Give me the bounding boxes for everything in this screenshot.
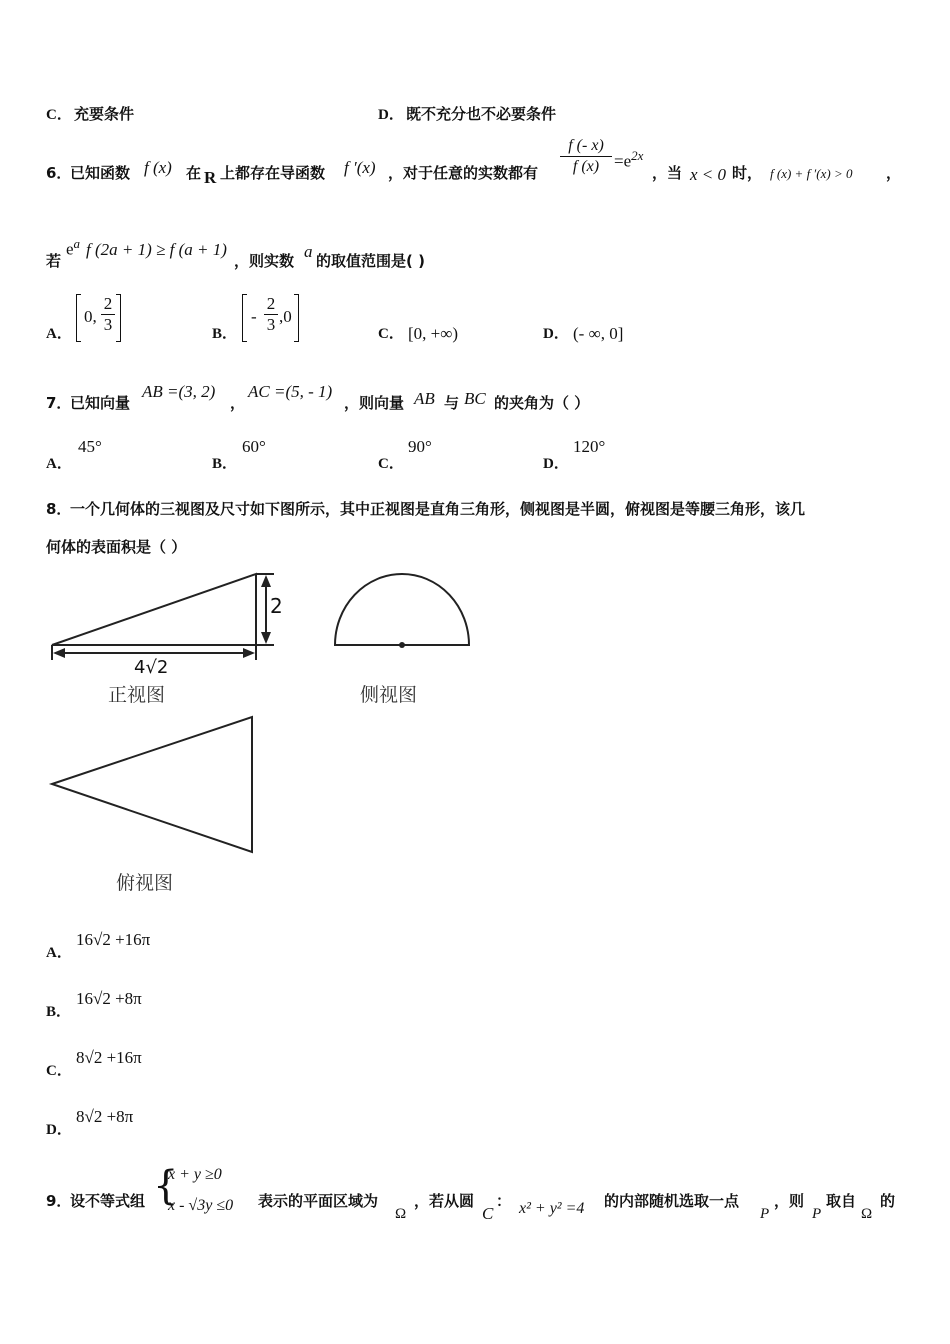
height-arrow-top [261,575,271,587]
q7-text-3: 与 [444,394,460,412]
q8-option-d-value: 8√2 +8π [76,1107,134,1126]
q6-option-b-num: 2 [266,294,276,313]
q6-option-a-label: A． [46,326,72,342]
q9-system-brace: { [153,1163,179,1209]
q7-number: 7． [46,394,72,412]
q6-line2-e: e [66,239,74,259]
front-view-triangle [52,574,256,645]
q9-text-1: 设不等式组 [70,1192,146,1210]
q8-line-1: 一个几何体的三视图及尺寸如下图所示，其中正视图是直角三角形，侧视图是半圆，俯视图是等腰三角形，该几 [70,500,806,518]
q5-option-d-text: 既不充分也不必要条件 [406,105,557,123]
q6-text-7: ， [886,164,902,182]
top-view-triangle [52,717,252,852]
q9-text-5: ，则 [774,1192,805,1210]
q7-text-4: 的夹角为（ ） [494,394,590,412]
width-arrow-left [53,648,65,658]
q8-option-b-label: B． [46,1004,72,1020]
q5-option-c-label: C． [46,107,72,123]
q6-text-6: 时， [732,164,763,182]
q9-circle-eq: x² + y² =4 [519,1200,585,1217]
q7-option-a-label: A． [46,456,72,472]
q6-number: 6． [46,164,72,182]
q7-option-b-value: 60° [242,437,266,456]
q6-fx: f (x) [144,158,172,177]
q6-option-d-label: D． [543,326,569,342]
q7-bc: BC [464,389,486,408]
q7-option-d-label: D． [543,456,569,472]
q6-line2-pre: 若 [46,252,62,270]
q9-omega-2: Ω [861,1206,873,1222]
q6-text-5: ，当 [652,164,683,182]
q7-option-c-label: C． [378,456,404,472]
width-arrow-right [243,648,255,658]
q9-number: 9． [46,1192,72,1210]
q6-option-a-den: 3 [103,315,113,334]
q6-text-9: 的取值范围是( ) [316,252,425,270]
q6-condition: x < 0 [690,165,727,184]
q6-option-b-prefix: - [251,307,257,326]
height-arrow-bottom [261,632,271,644]
q6-frac-den: f (x) [572,158,600,175]
q9-text-4: 的内部随机选取一点 [604,1192,740,1210]
q6-line2-condition: f (2a + 1) ≥ f (a + 1) [86,240,227,259]
q7-vector-ab: AB =(3, 2) [142,382,216,401]
q6-text-2: 在 [186,164,202,182]
q7-vector-ac: AC =(5, - 1) [248,382,333,401]
q5-option-c-text: 充要条件 [74,105,135,123]
q8-line-2: 何体的表面积是（ ） [46,538,187,556]
q6-var-a: a [304,242,313,261]
q7-option-c-value: 90° [408,437,432,456]
q8-caption-top: 俯视图 [116,872,174,894]
q7-option-a-value: 45° [78,437,102,456]
q7-comma: ， [230,394,246,412]
side-view-center-dot [399,642,405,648]
q9-omega: Ω [395,1206,407,1222]
q7-text-1: 已知向量 [70,394,131,412]
q9-text-7: 的 [880,1192,896,1210]
q9-colon: ： [496,1192,512,1210]
q6-option-b-suffix: ,0 [279,307,292,326]
q8-option-a-label: A． [46,945,72,961]
q6-inequality: f (x) + f ′(x) > 0 [770,166,853,181]
q6-option-d-value: (- ∞, 0] [573,324,624,343]
q8-caption-side: 侧视图 [360,684,418,706]
q6-text-3: 上都存在导函数 [220,164,326,182]
q8-dim-height: 2 [270,594,283,618]
q8-option-c-label: C． [46,1063,72,1079]
q9-text-6: 取自 [826,1192,857,1210]
q6-eq-exp: 2x [631,148,644,163]
q6-option-b-label: B． [212,326,238,342]
q6-line2-a: a [73,236,81,251]
q6-text-4: ，对于任意的实数都有 [388,164,539,182]
q7-option-b-label: B． [212,456,238,472]
q7-text-2: ，则向量 [344,394,405,412]
q5-option-d-label: D． [378,107,404,123]
q7-ab: AB [414,389,435,408]
q8-option-d-label: D． [46,1122,72,1138]
q6-option-c-value: [0, +∞) [408,324,459,343]
q6-option-a-num: 2 [103,294,113,313]
q8-option-b-value: 16√2 +8π [76,989,142,1008]
q9-point-p2: P [812,1206,822,1222]
q8-option-a-value: 16√2 +16π [76,930,151,949]
q9-text-2: 表示的平面区域为 [258,1192,379,1210]
side-view-semicircle [335,574,469,645]
q6-fprime: f ′(x) [344,158,376,177]
q8-option-c-value: 8√2 +16π [76,1048,142,1067]
q6-option-b-den: 3 [266,315,276,334]
q8-caption-front: 正视图 [108,684,166,706]
q6-text-8: ，则实数 [234,252,295,270]
q6-option-a-prefix: 0, [84,307,97,326]
q6-eq-base: =e [614,151,632,171]
q9-circle-c: C [482,1204,494,1223]
q6-option-c-label: C． [378,326,404,342]
q6-text-1: 已知函数 [70,164,131,182]
q9-point-p: P [760,1206,770,1222]
q9-inequality-1: x + y ≥0 [168,1166,222,1183]
q9-text-3: ，若从圆 [414,1192,475,1210]
q7-option-d-value: 120° [573,437,606,456]
q8-number: 8． [46,500,72,518]
q6-frac-num: f (- x) [568,137,604,154]
q6-R: R [204,168,217,187]
q9-inequality-2: x - √3y ≤0 [168,1197,234,1214]
q8-dim-width: 4√2 [134,657,169,678]
